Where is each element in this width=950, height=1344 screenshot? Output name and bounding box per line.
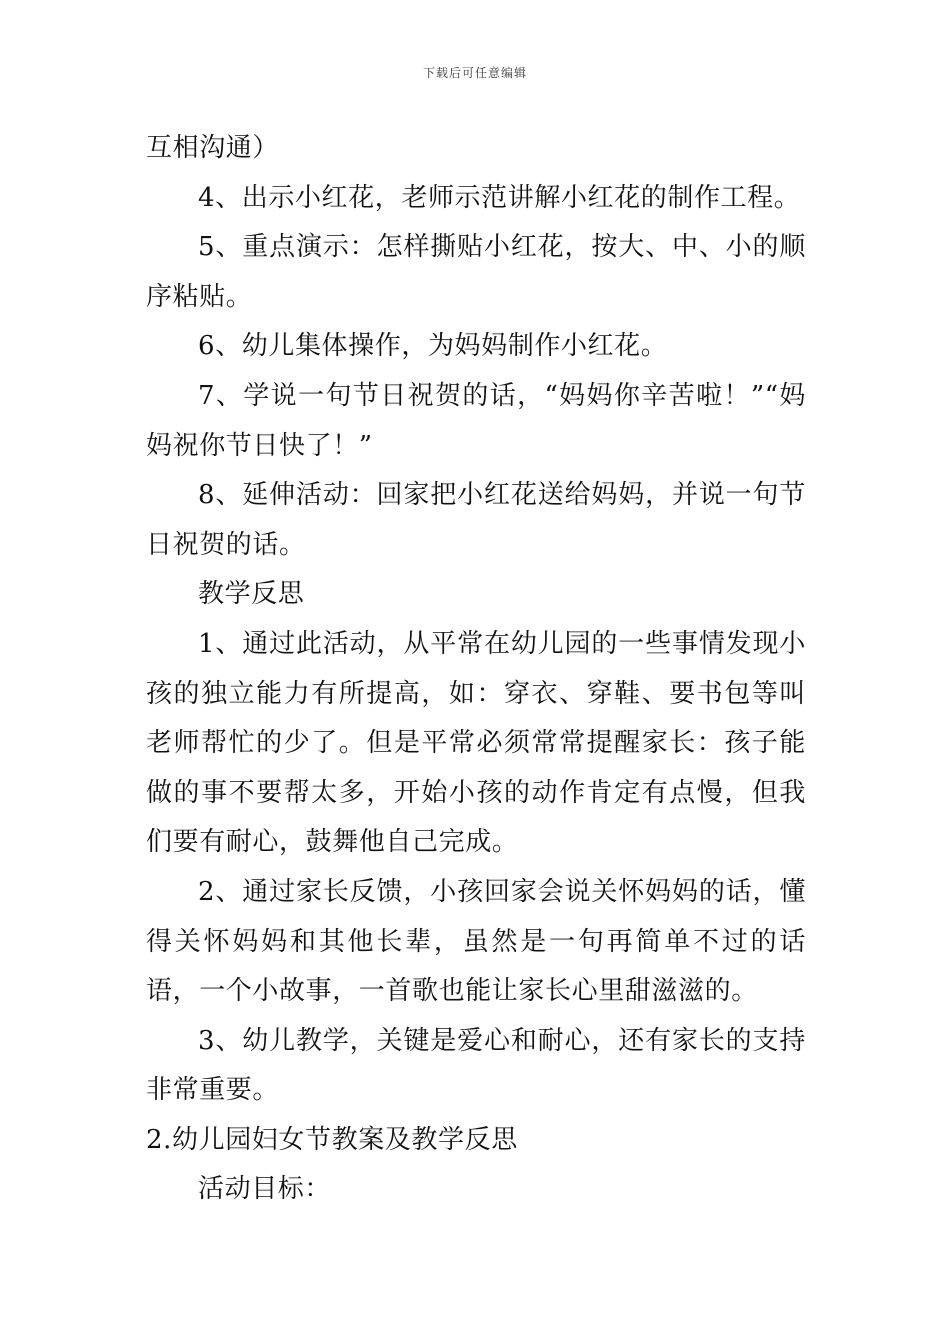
paragraph-reflection-1: 1、通过此活动，从平常在幼儿园的一些事情发现小孩的独立能力有所提高，如：穿衣、穿鞋、要书包等叫老师帮忙的少了。但是平常必须常常提醒家长：孩子能做的事不要帮太多，开始小孩的动作肯定有点慢，但我们要有耐心，鼓舞他自己完成。 — [146, 628, 806, 858]
paragraph-step-4: 4、出示小红花，老师示范讲解小红花的制作工程。 — [198, 182, 801, 213]
paragraph-reflection-3: 3、幼儿教学，关键是爱心和耐心，还有家长的支持非常重要。 — [146, 1025, 806, 1106]
section-title-lesson-2: 2.幼儿园妇女节教案及教学反思 — [146, 1124, 518, 1155]
paragraph-continuation: 互相沟通） — [146, 133, 280, 163]
page-header: 下载后可任意编辑 — [422, 66, 527, 80]
paragraph-step-8: 8、延伸活动：回家把小红花送给妈妈，并说一句节日祝贺的话。 — [146, 480, 806, 560]
paragraph-step-5: 5、重点演示：怎样撕贴小红花，按大、中、小的顺序粘贴。 — [146, 232, 806, 312]
paragraph-step-6: 6、幼儿集体操作，为妈妈制作小红花。 — [198, 331, 668, 362]
paragraph-reflection-2: 2、通过家长反馈，小孩回家会说关怀妈妈的话，懂得关怀妈妈和其他长辈，虽然是一句再简单不过的话语，一个小故事，一首歌也能让家长心里甜滋滋的。 — [146, 876, 806, 1007]
document-body — [146, 124, 806, 1215]
paragraph-step-7: 7、学说一句节日祝贺的话，“妈妈你辛苦啦！”“妈妈祝你节日快了！” — [146, 380, 806, 461]
section-heading-objectives: 活动目标： — [198, 1174, 332, 1205]
section-heading-reflection: 教学反思 — [198, 579, 305, 610]
